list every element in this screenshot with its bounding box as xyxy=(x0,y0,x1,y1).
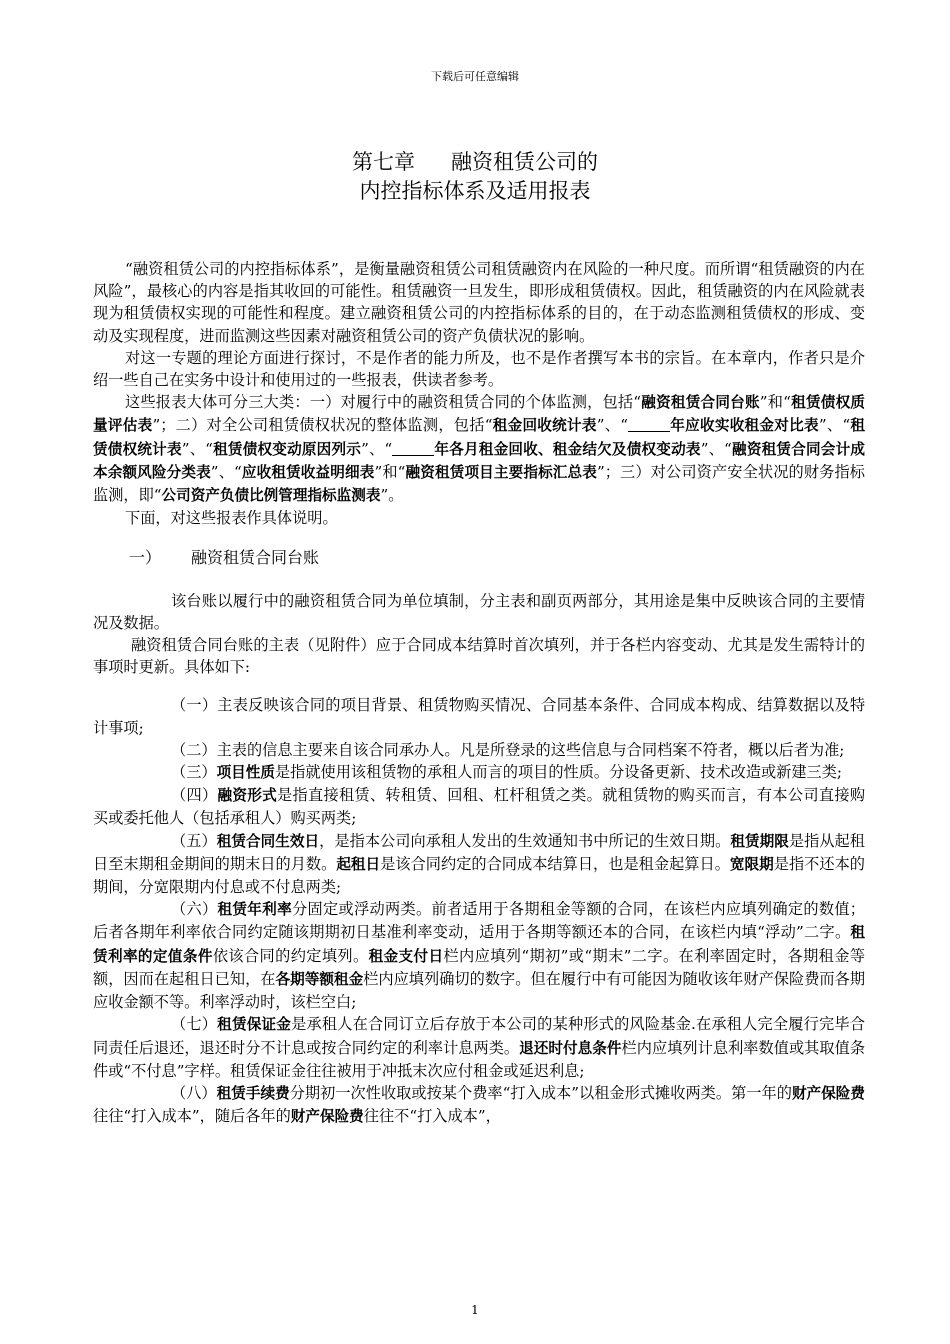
report-name: 租赁债权质量评估表 xyxy=(93,394,865,435)
item-1: （一）主表反映该合同的项目背景、租赁物购买情况、合同基本条件、合同成本构成、结算数据以及特计事项; xyxy=(93,696,865,737)
section-number: 一） xyxy=(129,548,162,568)
text: 分期初一次性收取或按某个费率“打入成本”以租金形式摊收两类。第一年的 xyxy=(289,1083,792,1102)
text: ”；三）对公司资产安全状况的财务指标监测，即“ xyxy=(93,462,865,505)
report-name: 应收租赁收益明细表 xyxy=(241,463,375,481)
year-blank xyxy=(628,417,670,432)
term: 租赁年利率 xyxy=(217,901,292,919)
item-7 xyxy=(93,1013,865,1082)
page-header: 下载后可任意编辑 xyxy=(431,70,519,83)
text: ”、“ xyxy=(361,439,393,458)
term: 财产保险费 xyxy=(791,1084,865,1102)
report-name: 租赁债权变动原因列示 xyxy=(212,440,362,458)
term: 项目性质 xyxy=(216,764,275,782)
text: 是指不还本的期间，分宽限期内付息或不付息两类; xyxy=(93,854,865,897)
report-name: 租金回收统计表 xyxy=(492,417,597,435)
text: ”、“ xyxy=(210,462,242,481)
text: 这些报表大体可分三大类：一）对履行中的融资租赁合同的个体监测，包括“ xyxy=(125,393,642,412)
item-number: （七） xyxy=(171,1015,218,1034)
chapter-title-part-1: 融资租赁公司的 xyxy=(451,150,598,174)
chapter-number: 第七章 xyxy=(352,150,415,174)
item-number: （三） xyxy=(171,763,217,782)
text: ”。 xyxy=(380,486,404,505)
text: ，是指本公司向承租人发出的生效通知书中所记的生效日期。 xyxy=(319,831,731,850)
term: 租赁保证金 xyxy=(217,1016,292,1034)
document-body xyxy=(93,258,865,1128)
report-name: 年应收实收租金对比表 xyxy=(670,417,819,435)
term: 宽限期 xyxy=(729,855,774,873)
text: ”；二）对全公司租赁债权状况的整体监测，包括“ xyxy=(152,416,493,435)
text: ”、“ xyxy=(818,416,851,435)
term: 各期等额租金 xyxy=(275,970,364,988)
text: 是指直接租赁、转租赁、回租、杠杆租赁之类。就租赁物的购买而言，有本公司直接购买或委托他人（包括承租人）购买两类; xyxy=(93,786,866,828)
chapter-title xyxy=(0,148,950,206)
intro-paragraph-2: 对这一专题的理论方面进行探讨，不是作者的能力所及，也不是作者撰写本书的宗旨。在本章内，作者只是介绍一些自己在实务中设计和使用过的一些报表，供读者参考。 xyxy=(93,348,865,390)
term: 租赁期限 xyxy=(730,832,789,850)
term: 财产保险费 xyxy=(290,1108,364,1126)
section-paragraph-1: 该台账以履行中的融资租赁合同为单位填制，分主表和副页两部分，其用途是集中反映该合同的主要情况及数据。 xyxy=(93,591,865,632)
text: 往往“打入成本”，随后各年的 xyxy=(93,1107,291,1126)
text: 是指就使用该租赁物的承租人而言的项目的性质。分设备更新、技术改造或新建三类; xyxy=(274,763,843,782)
text: ”、“ xyxy=(700,439,732,458)
intro-paragraph-4: 下面，对这些报表作具体说明。 xyxy=(125,509,338,528)
term: 租赁利率的定值条件 xyxy=(93,924,865,965)
text: 栏内应填列“期初”或“期末”二字。在利率固定时，各期租金等额，因而在起租日已知，在 xyxy=(93,946,866,988)
section-paragraph-2: 融资租赁合同台账的主表（见附件）应于合同成本结算时首次填列，并于各栏内容变动、尤其是发生需特计的事项时更新。具体如下: xyxy=(93,636,865,677)
report-name: 公司资产负债比例管理指标监测表 xyxy=(161,487,381,505)
title-line-1 xyxy=(0,148,950,177)
item-8 xyxy=(93,1082,865,1128)
term: 租金支付日 xyxy=(368,947,444,965)
report-name: 融资租赁项目主要指标汇总表 xyxy=(405,463,597,481)
text: 栏内应填列确切的数字。但在履行中有可能因为随收该年财产保险费而各期应收金额不等。利率浮动时，该栏空白; xyxy=(93,969,866,1012)
report-name: 租赁债权统计表 xyxy=(93,417,865,458)
item-3 xyxy=(93,761,865,784)
term: 融资形式 xyxy=(217,787,278,805)
term: 租赁合同生效日 xyxy=(216,832,320,850)
text: ”、“ xyxy=(181,439,213,458)
item-2: （二）主表的信息主要来自该合同承办人。凡是所登录的这些信息与合同档案不符者，概以后者为准; xyxy=(171,740,845,759)
item-6 xyxy=(93,898,865,1013)
text: 分固定或浮动两类。前者适用于各期租金等额的合同，在该栏内应填列确定的数值；后者各期年利率依合同约定随该期期初日基准利率变动，适用于各期等额还本的合同，在该栏内填“浮动”二字。 xyxy=(93,900,865,942)
intro-paragraph-1: “融资租赁公司的内控指标体系”，是衡量融资租赁公司租赁融资内在风险的一种尺度。而所谓“租赁融资的内在风险”，最核心的内容是指其收回的可能性。租赁融资一旦发生，即形成租赁债权。因此，租赁融资的内在风险就表现为租赁债权实现的可能性和程度。建立融资租赁公司的内控指标体系的目的，在于动态监测租赁债权的形成、变动及实现程度，进而监测这些因素对融资租赁公司的资产负债状况的影响。 xyxy=(93,260,865,345)
term: 退还时付息条件 xyxy=(519,1039,622,1057)
text: 往往不“打入成本”， xyxy=(363,1107,501,1126)
intro-paragraph-3 xyxy=(93,391,865,507)
text: ”和“ xyxy=(759,393,791,412)
item-number: （五） xyxy=(171,831,217,850)
item-4 xyxy=(93,784,865,829)
text: 是该合同约定的合同成本结算日，也是租金起算日。 xyxy=(380,854,730,873)
item-number: （八） xyxy=(171,1083,217,1102)
item-number: （四） xyxy=(171,786,218,805)
text: ”、“ xyxy=(596,416,628,435)
report-name: 融资租赁合同台账 xyxy=(641,394,760,412)
report-name: 年各月租金回收、租金结欠及债权变动表 xyxy=(434,440,701,458)
section-title: 融资租赁合同台账 xyxy=(191,548,320,568)
text: 是承租人在合同订立后存放于本公司的某种形式的风险基金.在承租人完全履行完毕合同责任后退还，退还时分不计息或按合同约定的利率计息两类。 xyxy=(93,1015,866,1057)
year-blank xyxy=(392,441,434,456)
term: 起租日 xyxy=(336,855,381,873)
text: 是指从起租日至末期租金期间的期末日的月数。 xyxy=(93,831,865,873)
item-5 xyxy=(93,830,865,899)
item-number: （六） xyxy=(171,900,218,919)
page-number: 1 xyxy=(471,1303,479,1317)
text: 栏内应填列计息利率数值或其取值条件或“不付息”字样。租赁保证金往往被用于冲抵末次应付租金或延迟利息; xyxy=(93,1038,866,1080)
report-name: 融资租赁合同会计成本余额风险分类表 xyxy=(93,440,865,481)
section-heading xyxy=(93,547,865,569)
term: 租赁手续费 xyxy=(216,1084,290,1102)
text: ”和“ xyxy=(374,462,406,481)
text: 依该合同的约定填列。 xyxy=(212,946,369,965)
chapter-title-part-2: 内控指标体系及适用报表 xyxy=(359,179,591,203)
